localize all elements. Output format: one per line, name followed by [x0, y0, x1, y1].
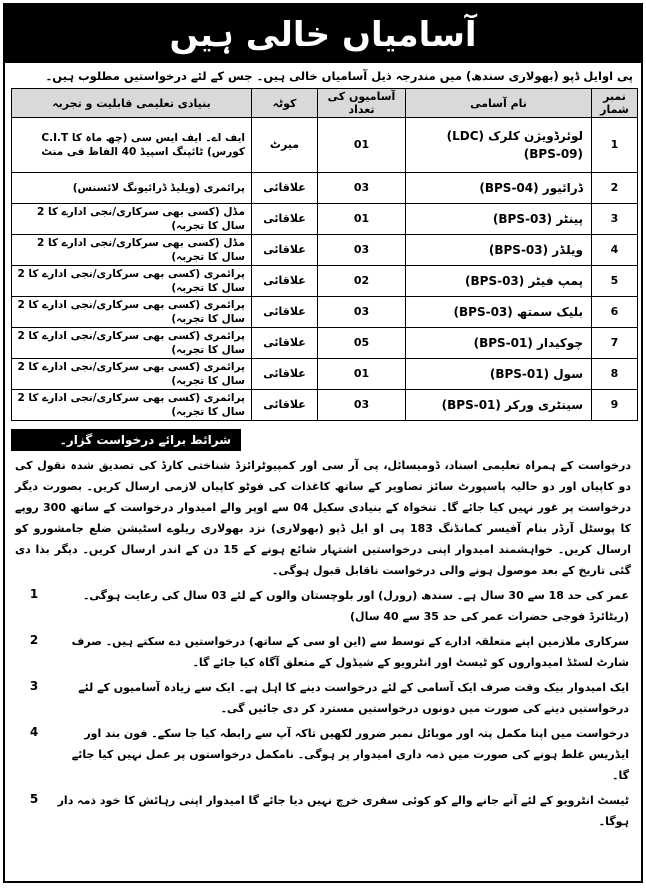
vacancies-table [11, 88, 638, 421]
row-serial: 3 [592, 204, 638, 235]
row-qualification: مڈل (کسی بھی سرکاری/نجی ادارے کا 2 سال کا تجربہ) [12, 204, 252, 235]
condition-number: 3 [29, 679, 39, 693]
row-serial: 4 [592, 235, 638, 266]
header-post: نام آسامی [406, 89, 592, 118]
table-row [12, 359, 638, 390]
row-quota: علاقائی [252, 204, 318, 235]
row-serial: 9 [592, 390, 638, 421]
table-row [12, 204, 638, 235]
row-qualification: ایف اے۔ ایف ایس سی (چھ ماہ کا C.I.T کورس) ٹائپنگ اسپیڈ 40 الفاظ فی منٹ [12, 118, 252, 173]
row-serial: 5 [592, 266, 638, 297]
banner-title: آسامیاں خالی ہیں [5, 5, 641, 63]
table-row [12, 297, 638, 328]
row-qualification: پرائمری (ویلیڈ ڈرائیونگ لائسنس) [12, 173, 252, 204]
table-row [12, 173, 638, 204]
row-post: ڈرائیور (BPS-04) [406, 173, 592, 204]
row-count: 01 [318, 204, 406, 235]
row-count: 05 [318, 328, 406, 359]
condition-item [5, 585, 641, 627]
row-qualification: مڈل (کسی بھی سرکاری/نجی ادارے کا 2 سال کا تجربہ) [12, 235, 252, 266]
intro-text: پی اوایل ڈپو (بھولاری سندھ) میں مندرجہ ذیل آسامیاں خالی ہیں۔ جس کے لئے درخواستیں مطلوب ہیں۔ [45, 69, 633, 83]
condition-item [5, 790, 641, 832]
condition-text: عمر کی حد 18 سے 30 سال ہے۔ سندھ (رورل) اور بلوچستان والوں کے لئے 03 سال کی رعایت ہوگی۔ (ریٹائرڈ فوجی حضرات عمر کی حد 35 سے 40 سال) [82, 589, 629, 623]
row-post: بلیک سمتھ (BPS-03) [406, 297, 592, 328]
row-count: 03 [318, 173, 406, 204]
table-header-row [12, 89, 638, 118]
row-post-title: لوئرڈویژن کلرک (LDC) [446, 129, 583, 143]
condition-number: 5 [29, 792, 39, 806]
row-quota: علاقائی [252, 173, 318, 204]
table-row [12, 328, 638, 359]
row-serial: 1 [592, 118, 638, 173]
row-post-bps: (BPS-09) [523, 147, 583, 161]
row-qualification: پرائمری (کسی بھی سرکاری/نجی ادارے کا 2 سال کا تجربہ) [12, 297, 252, 328]
condition-item [5, 677, 641, 719]
row-count: 03 [318, 297, 406, 328]
row-qualification: پرائمری (کسی بھی سرکاری/نجی ادارے کا 2 سال کا تجربہ) [12, 390, 252, 421]
row-quota: علاقائی [252, 297, 318, 328]
row-qualification: پرائمری (کسی بھی سرکاری/نجی ادارے کا 2 سال کا تجربہ) [12, 328, 252, 359]
row-post [406, 118, 592, 173]
header-serial: نمبر شمار [592, 89, 638, 118]
header-quota: کوٹہ [252, 89, 318, 118]
condition-number: 2 [29, 633, 39, 647]
row-quota: علاقائی [252, 328, 318, 359]
header-count: آسامیوں کی تعداد [318, 89, 406, 118]
row-count: 01 [318, 359, 406, 390]
condition-text: ٹیسٹ انٹرویو کے لئے آنے جانے والے کو کوئی سفری خرچ نہیں دیا جائے گا امیدوار اپنی رہائش کا خود ذمہ دار ہوگا۔ [57, 794, 629, 828]
job-advertisement [3, 3, 643, 883]
condition-number: 4 [29, 725, 39, 739]
row-post: پینٹر (BPS-03) [406, 204, 592, 235]
row-count: 03 [318, 235, 406, 266]
row-serial: 8 [592, 359, 638, 390]
condition-number: 1 [29, 587, 39, 601]
condition-text: درخواست میں اپنا مکمل پتہ اور موبائل نمبر ضرور لکھیں تاکہ آپ سے رابطہ کیا جا سکے۔ فون بند اور ایڈریس غلط ہونے کی صورت میں ذمہ داری امیدوار پر ہوگی۔ نامکمل درخواستوں پر عمل نہیں کیا جائے گا۔ [71, 727, 629, 782]
table-row [12, 118, 638, 173]
header-qualification: بنیادی تعلیمی قابلیت و تجربہ [12, 89, 252, 118]
condition-item [5, 631, 641, 673]
row-quota: علاقائی [252, 390, 318, 421]
row-quota: علاقائی [252, 266, 318, 297]
row-quota: میرٹ [252, 118, 318, 173]
condition-item [5, 723, 641, 786]
row-post: چوکیدار (BPS-01) [406, 328, 592, 359]
row-serial: 2 [592, 173, 638, 204]
table-row [12, 266, 638, 297]
row-serial: 6 [592, 297, 638, 328]
row-count: 01 [318, 118, 406, 173]
terms-paragraph: درخواست کے ہمراہ تعلیمی اسناد، ڈومیسائل، پی آر سی اور کمپیوٹرائزڈ شناختی کارڈ کی تصدیق شدہ نقول کی دو کاپیاں اور دو حالیہ پاسپورٹ سائز تصاویر کے ساتھ کاغذات کی فوٹو کاپیاں لازمی ارسال کریں۔ بصورت دیگر درخواست پر غور نہیں کیا جائے گا۔ تنخواہ کے بنیادی سکیل 04 سے اوپر والے امیدوار درخواست کے ساتھ 300 روپے کا پوسٹل آرڈر بنام آفیسر کمانڈنگ 183 پی او ایل ڈپو (بھولاری) نزد بھولاری ریلوے اسٹیشن ضلع جامشورو کو ارسال کریں۔ خواہشمند امیدوار اپنی درخواستیں اشتہار شائع ہونے کے 15 دن کے اندر ارسال کریں۔ دیگر بذا دی گئی تاریخ کے بعد موصول ہونے والی درخواست ناقابل قبول ہوگی۔ [15, 459, 631, 577]
condition-text: سرکاری ملازمین اپنے متعلقہ ادارے کے توسط سے (این او سی کے ساتھ) درخواستیں دے سکتے ہیں۔ صرف شارٹ لسٹڈ امیدواروں کو ٹیسٹ اور انٹرویو کے شیڈول کے متعلق آگاہ کیا جائے گا۔ [71, 635, 629, 669]
row-post: پمپ فیٹر (BPS-03) [406, 266, 592, 297]
row-post: سول (BPS-01) [406, 359, 592, 390]
table-row [12, 390, 638, 421]
row-qualification: پرائمری (کسی بھی سرکاری/نجی ادارے کا 2 سال کا تجربہ) [12, 359, 252, 390]
row-quota: علاقائی [252, 359, 318, 390]
row-serial: 7 [592, 328, 638, 359]
row-qualification: پرائمری (کسی بھی سرکاری/نجی ادارے کا 2 سال کا تجربہ) [12, 266, 252, 297]
table-row [12, 235, 638, 266]
terms-heading: شرائط برائے درخواست گزار۔ [11, 429, 241, 451]
condition-text: ایک امیدوار بیک وقت صرف ایک آسامی کے لئے درخواست دینے کا اہل ہے۔ ایک سے زیادہ آسامیوں کے لئے درخواستیں دینے کی صورت میں دونوں درخواستیں مسترد کر دی جائیں گی۔ [78, 681, 629, 715]
row-quota: علاقائی [252, 235, 318, 266]
row-post: ویلڈر (BPS-03) [406, 235, 592, 266]
row-count: 02 [318, 266, 406, 297]
row-count: 03 [318, 390, 406, 421]
row-post: سینٹری ورکر (BPS-01) [406, 390, 592, 421]
